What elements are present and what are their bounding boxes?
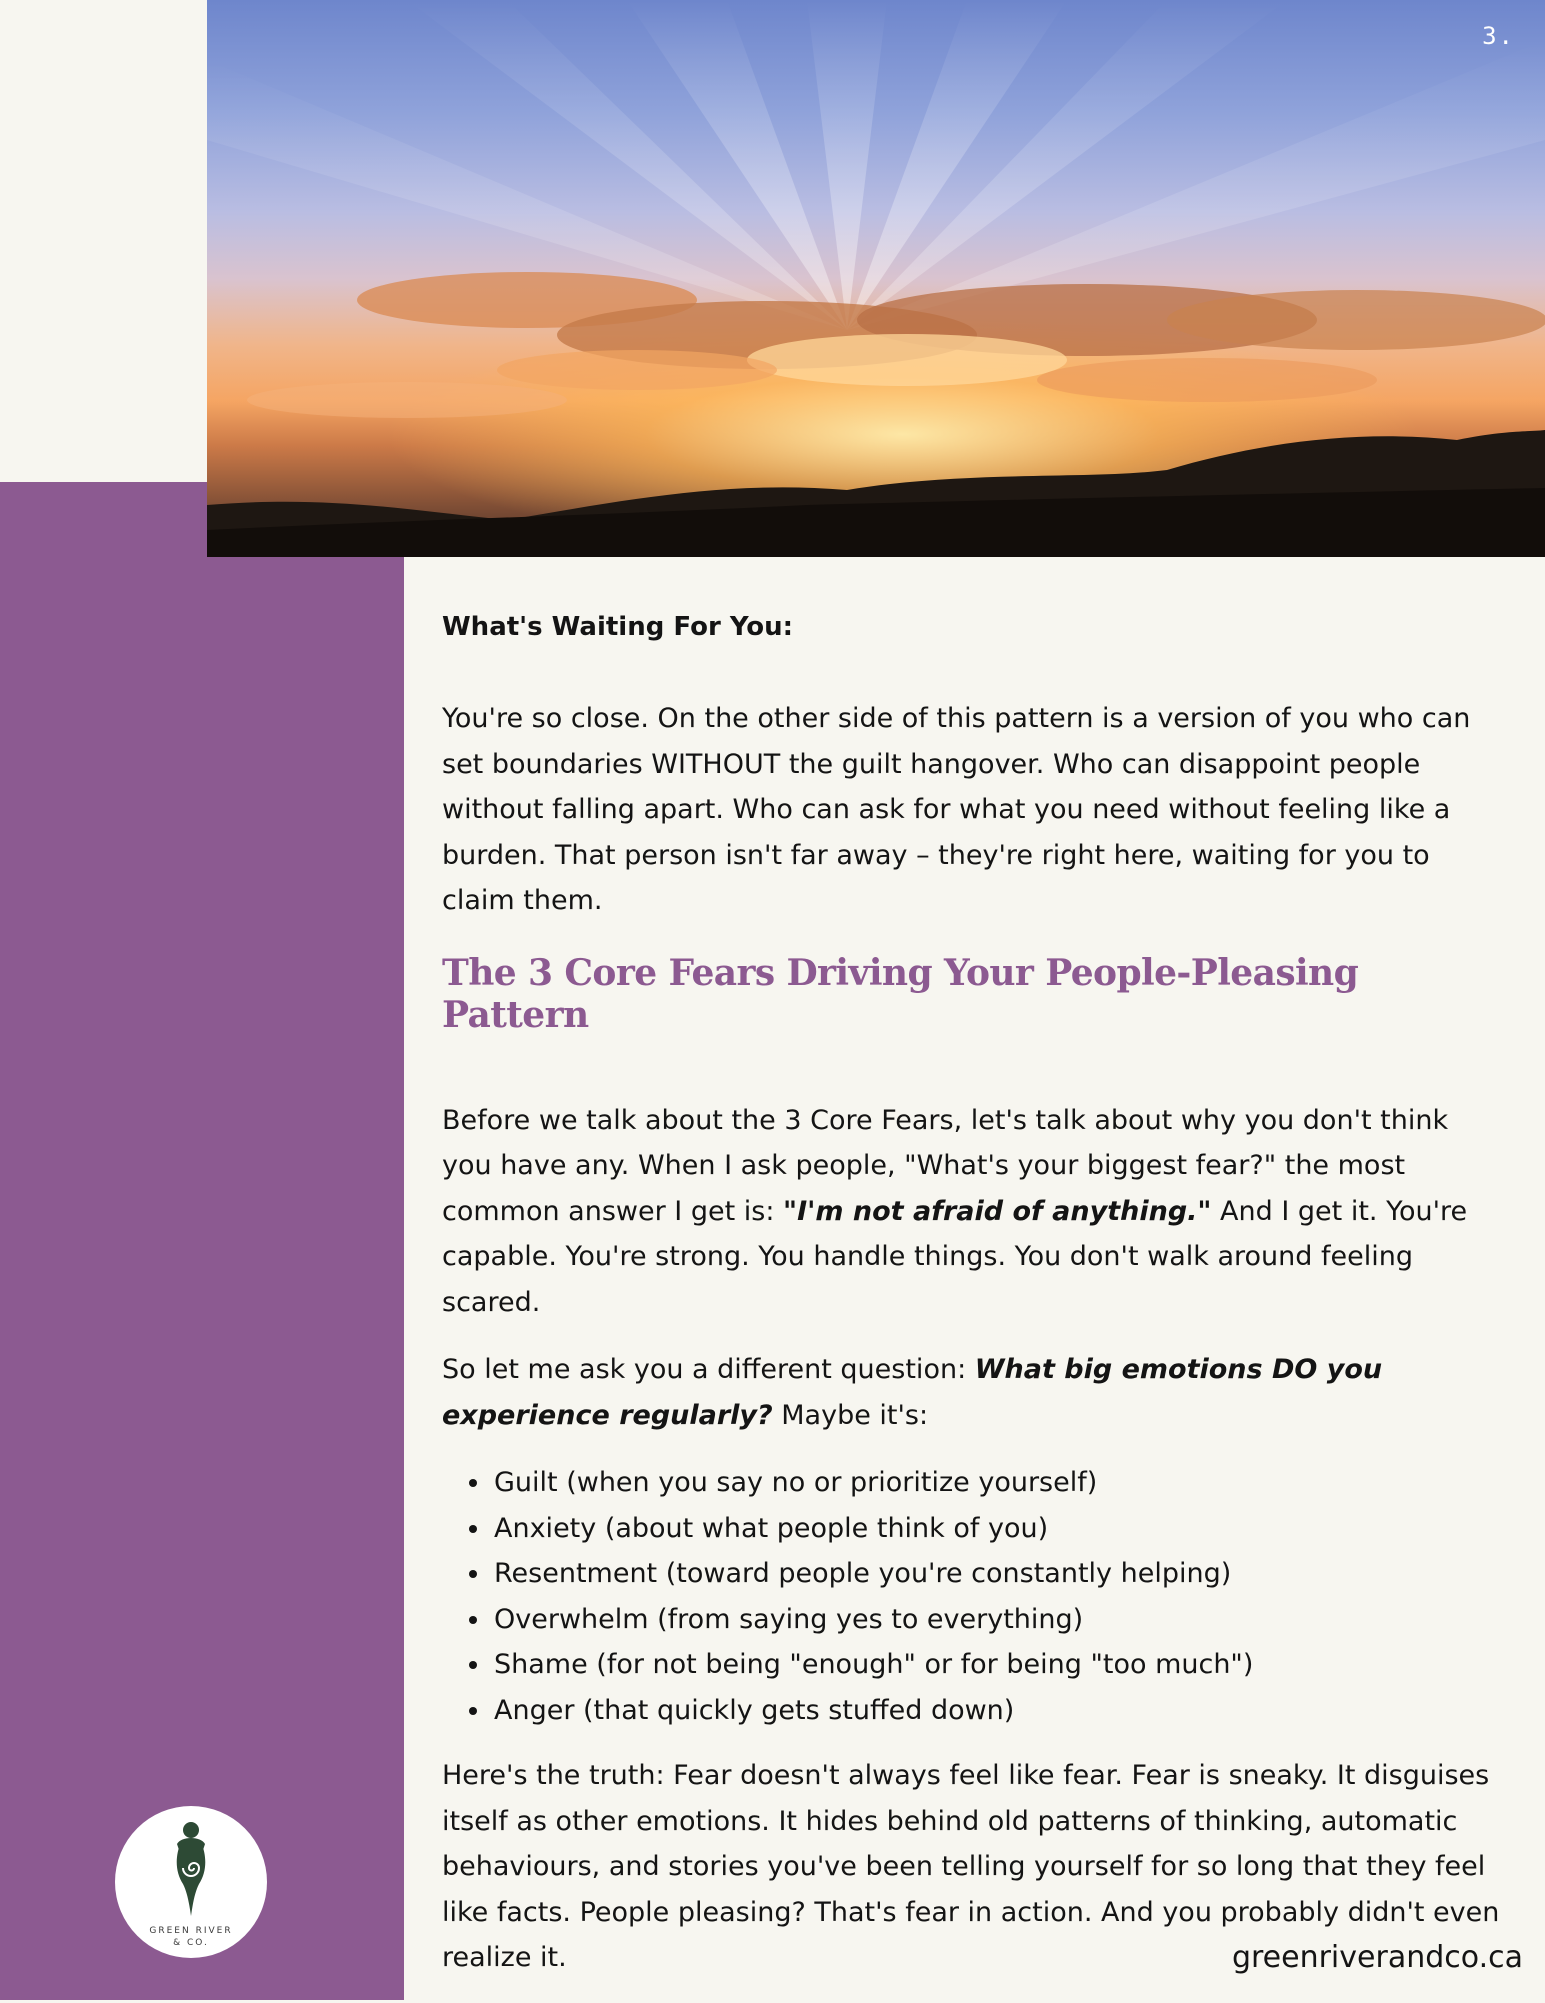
list-item: • Anxiety (about what people think of you) [492, 1506, 1502, 1552]
fears-paragraph-text-2: And I get it. You're capable. You're strong. You handle things. You don't walk around feeling scared. [442, 1195, 1468, 1318]
intro-paragraph: You're so close. On the other side of this pattern is a version of you who can set boundaries WITHOUT the guilt hangover. Who can disappoint people without falling apart. Who can ask for what you need without feeling like a burden. That person isn't far away – they're right here, waiting for you to claim them. [442, 703, 1471, 916]
logo-text-line2: & CO. [173, 1938, 209, 1948]
brand-logo [115, 1806, 267, 1958]
question-paragraph [442, 1347, 1502, 1438]
logo-text-line1: GREEN RIVER [149, 1926, 233, 1936]
sunrise-hero-image [207, 0, 1545, 557]
question-paragraph-text-2: Maybe it's: [772, 1399, 929, 1431]
list-item: • Guilt (when you say no or prioritize yourself) [492, 1460, 1502, 1506]
page-number: 3. [1482, 22, 1515, 50]
section-subheading: What's Waiting For You: [442, 612, 794, 642]
page-title: The 3 Core Fears Driving Your People-Pleasing Pattern [442, 951, 1359, 1036]
sunrise-rays-and-hills [207, 0, 1545, 557]
closing-paragraph: Here's the truth: Fear doesn't always feel like fear. Fear is sneaky. It disguises itself as other emotions. It hides behind old patterns of thinking, automatic behaviours, and stories you've been telling yourself for so long that they feel like facts. People pleasing? That's fear in action. And you probably didn't even realize it. [442, 1760, 1500, 1973]
question-paragraph-text-1: So let me ask you a different question: [442, 1354, 975, 1385]
list-item: • Anger (that quickly gets stuffed down) [492, 1688, 1502, 1734]
main-content [442, 612, 1502, 2003]
fears-paragraph [442, 1098, 1502, 1326]
fears-paragraph-emphasis: "I'm not afraid of anything." [783, 1195, 1212, 1227]
website-link[interactable]: greenriverandco.ca [1231, 1940, 1523, 1975]
list-item: • Overwhelm (from saying yes to everything) [492, 1597, 1502, 1643]
list-item: • Resentment (toward people you're constantly helping) [492, 1551, 1502, 1597]
emotions-list [442, 1460, 1502, 1733]
question-paragraph-emphasis: What big emotions DO you experience regularly? [442, 1354, 1383, 1431]
fears-paragraph-text-1: Before we talk about the 3 Core Fears, let's talk about why you don't think you have any. When I ask people, "What's your biggest fear?" the most common answer I get is: [442, 1104, 1449, 1227]
list-item: • Shame (for not being "enough" or for being "too much") [492, 1642, 1502, 1688]
purple-sidebar-band [0, 482, 404, 2000]
